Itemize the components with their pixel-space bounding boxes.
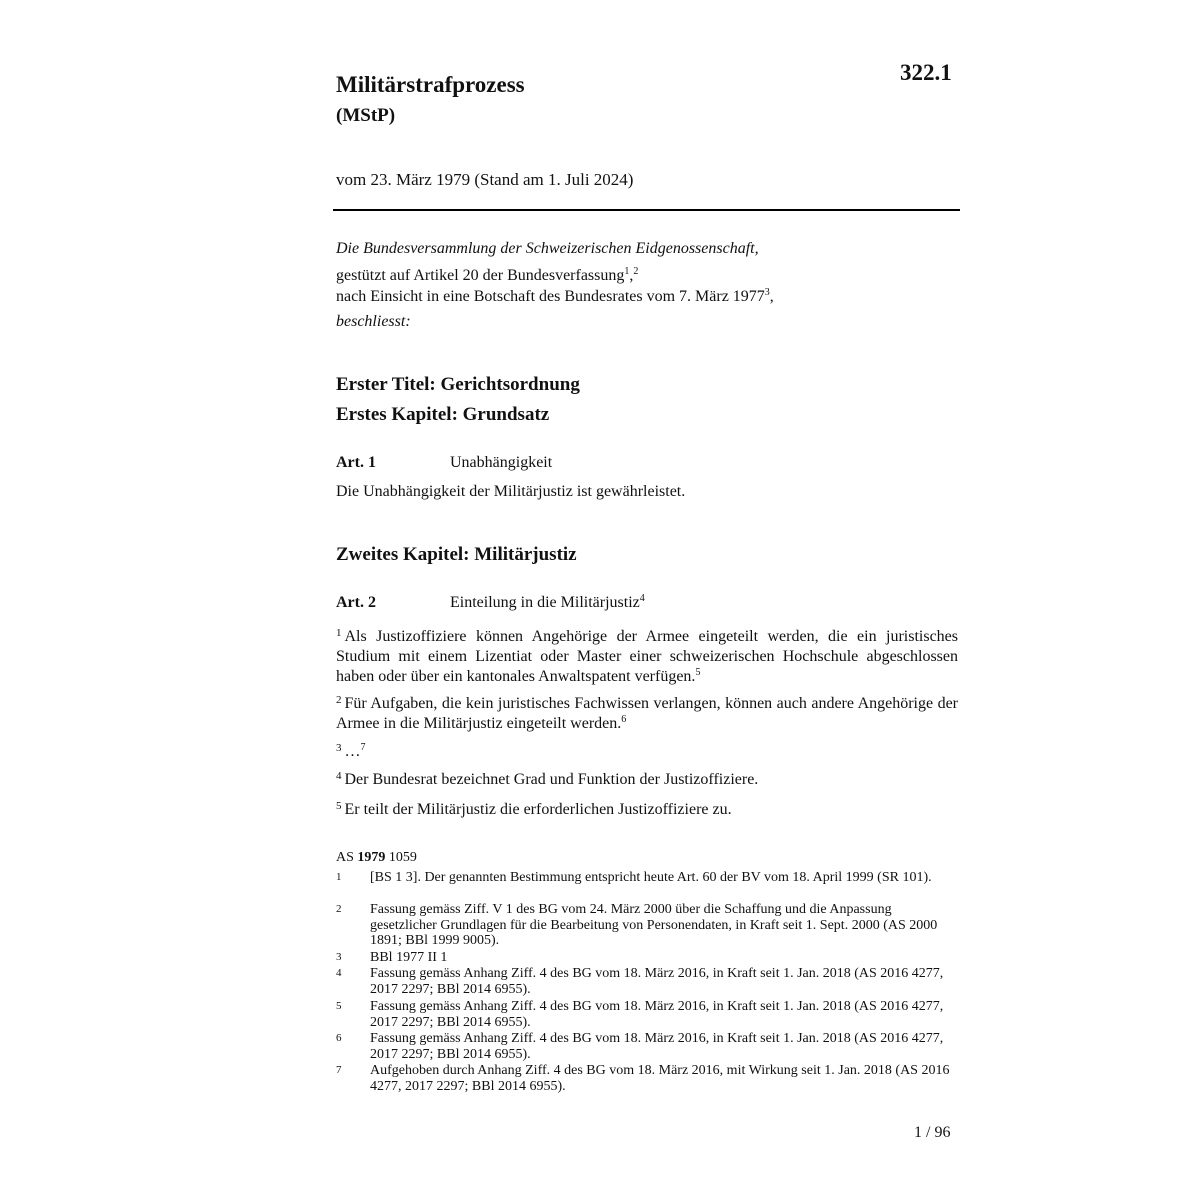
separator: , — [629, 267, 634, 284]
footnote-text: BBl 1977 II 1 — [370, 950, 448, 965]
paragraph-text: Er teilt der Militärjustiz die erforderlichen Justizoffiziere zu. — [344, 801, 732, 818]
footnote-text: Fassung gemäss Anhang Ziff. 4 des BG vom 18. März 2016, in Kraft seit 1. Jan. 2018 (AS 2016 4277, 2017 2297; BBl 2014 6955). — [370, 1031, 944, 1062]
paragraph-number: 2 — [336, 694, 342, 706]
paragraph-number: 1 — [336, 627, 342, 639]
page-indicator: 1 / 96 — [914, 1124, 951, 1141]
article-paragraph — [336, 766, 958, 790]
document-title: Militärstrafprozess — [336, 72, 525, 97]
footnote-ref[interactable]: 5 — [695, 667, 701, 678]
footnote-number: 5 — [336, 1000, 342, 1012]
footnote — [336, 950, 960, 966]
article-paragraph — [336, 738, 958, 762]
footnote-number: 2 — [336, 903, 342, 915]
footnote-ref[interactable]: 2 — [633, 266, 639, 277]
footnote — [336, 1031, 960, 1062]
paragraph-text: … — [344, 743, 361, 760]
footnote-ref[interactable]: 7 — [360, 742, 366, 753]
article-number: Art. 2 — [336, 594, 376, 611]
footnote-text: Fassung gemäss Anhang Ziff. 4 des BG vom 18. März 2016, in Kraft seit 1. Jan. 2018 (AS 2016 4277, 2017 2297; BBl 2014 6955). — [370, 999, 944, 1030]
paragraph-number: 5 — [336, 800, 342, 812]
paragraph-number: 3 — [336, 742, 342, 754]
title-heading: Erster Titel: Gerichtsordnung — [336, 374, 580, 395]
sr-number: 322.1 — [900, 60, 952, 85]
preamble-message — [336, 288, 966, 306]
footnote — [336, 902, 960, 949]
footnote — [336, 870, 960, 886]
article-title: Unabhängigkeit — [450, 454, 553, 471]
footnote-text: [BS 1 3]. Der genannten Bestimmung entspricht heute Art. 60 der BV vom 18. April 1999 (SR 101). — [370, 870, 932, 885]
article-number: Art. 1 — [336, 454, 376, 471]
as-page: 1059 — [385, 850, 417, 865]
footnote-ref[interactable]: 3 — [764, 287, 770, 298]
article-title-text: Einteilung in die Militärjustiz — [450, 594, 640, 611]
footnote-text: Fassung gemäss Anhang Ziff. 4 des BG vom 18. März 2016, in Kraft seit 1. Jan. 2018 (AS 2016 4277, 2017 2297; BBl 2014 6955). — [370, 966, 944, 997]
separator: , — [769, 288, 774, 305]
preamble-basis — [336, 267, 966, 285]
paragraph-text: Der Bundesrat bezeichnet Grad und Funktion der Justizoffiziere. — [344, 771, 759, 788]
footnote-number: 3 — [336, 951, 342, 963]
preamble-basis-text: gestützt auf Artikel 20 der Bundesverfassung — [336, 267, 625, 284]
official-compilation-ref — [336, 850, 417, 866]
document-abbreviation: (MStP) — [336, 105, 396, 126]
footnote-text: Fassung gemäss Ziff. V 1 des BG vom 24. März 2000 über die Schaffung und die Anpassung gesetzlicher Grundlagen für die Bearbeitung von Personendaten, in Kraft seit 1. Sept. 2000 (AS 2000 1891; BBl 1999 9005). — [370, 902, 938, 949]
preamble-enacting-body: Die Bundesversammlung der Schweizerischen Eidgenossenschaft, — [336, 240, 759, 257]
footnote-ref[interactable]: 6 — [621, 714, 627, 725]
footnote — [336, 966, 960, 997]
article-title — [450, 594, 645, 612]
date-line: vom 23. März 1979 (Stand am 1. Juli 2024) — [336, 170, 634, 189]
footnote-number: 4 — [336, 967, 342, 979]
footnote-ref[interactable]: 1 — [624, 266, 630, 277]
header-divider — [333, 209, 960, 211]
chapter-heading: Zweites Kapitel: Militärjustiz — [336, 544, 577, 565]
footnote — [336, 1063, 960, 1094]
article-text: Die Unabhängigkeit der Militärjustiz ist gewährleistet. — [336, 483, 686, 500]
as-prefix: AS — [336, 850, 358, 865]
preamble-message-text: nach Einsicht in eine Botschaft des Bundesrates vom 7. März 1977 — [336, 288, 765, 305]
footnote-number: 7 — [336, 1064, 342, 1076]
footnote-text: Aufgehoben durch Anhang Ziff. 4 des BG vom 18. März 2016, mit Wirkung seit 1. Jan. 2018 (AS 2016 4277, 2017 2297; BBl 2014 6955). — [370, 1063, 950, 1094]
article-paragraph — [336, 623, 958, 687]
preamble-resolves: beschliesst: — [336, 313, 411, 330]
paragraph-text: Für Aufgaben, die kein juristisches Fachwissen verlangen, können auch andere Angehörige der Armee in die Militärjustiz eingeteilt werden. — [336, 695, 958, 732]
article-paragraph — [336, 796, 958, 820]
footnote — [336, 999, 960, 1030]
paragraph-text: Als Justizoffiziere können Angehörige der Armee eingeteilt werden, die ein juristisches Studium mit einem Lizentiat oder Master einer schweizerischen Hochschule abgeschlossen haben oder über ein kantonales Anwaltspatent verfügen. — [336, 628, 958, 685]
chapter-heading: Erstes Kapitel: Grundsatz — [336, 404, 550, 425]
as-year: 1979 — [357, 850, 386, 865]
footnote-number: 6 — [336, 1032, 342, 1044]
footnote-number: 1 — [336, 871, 342, 883]
paragraph-number: 4 — [336, 770, 342, 782]
footnote-ref[interactable]: 4 — [639, 593, 645, 604]
article-paragraph — [336, 690, 958, 734]
